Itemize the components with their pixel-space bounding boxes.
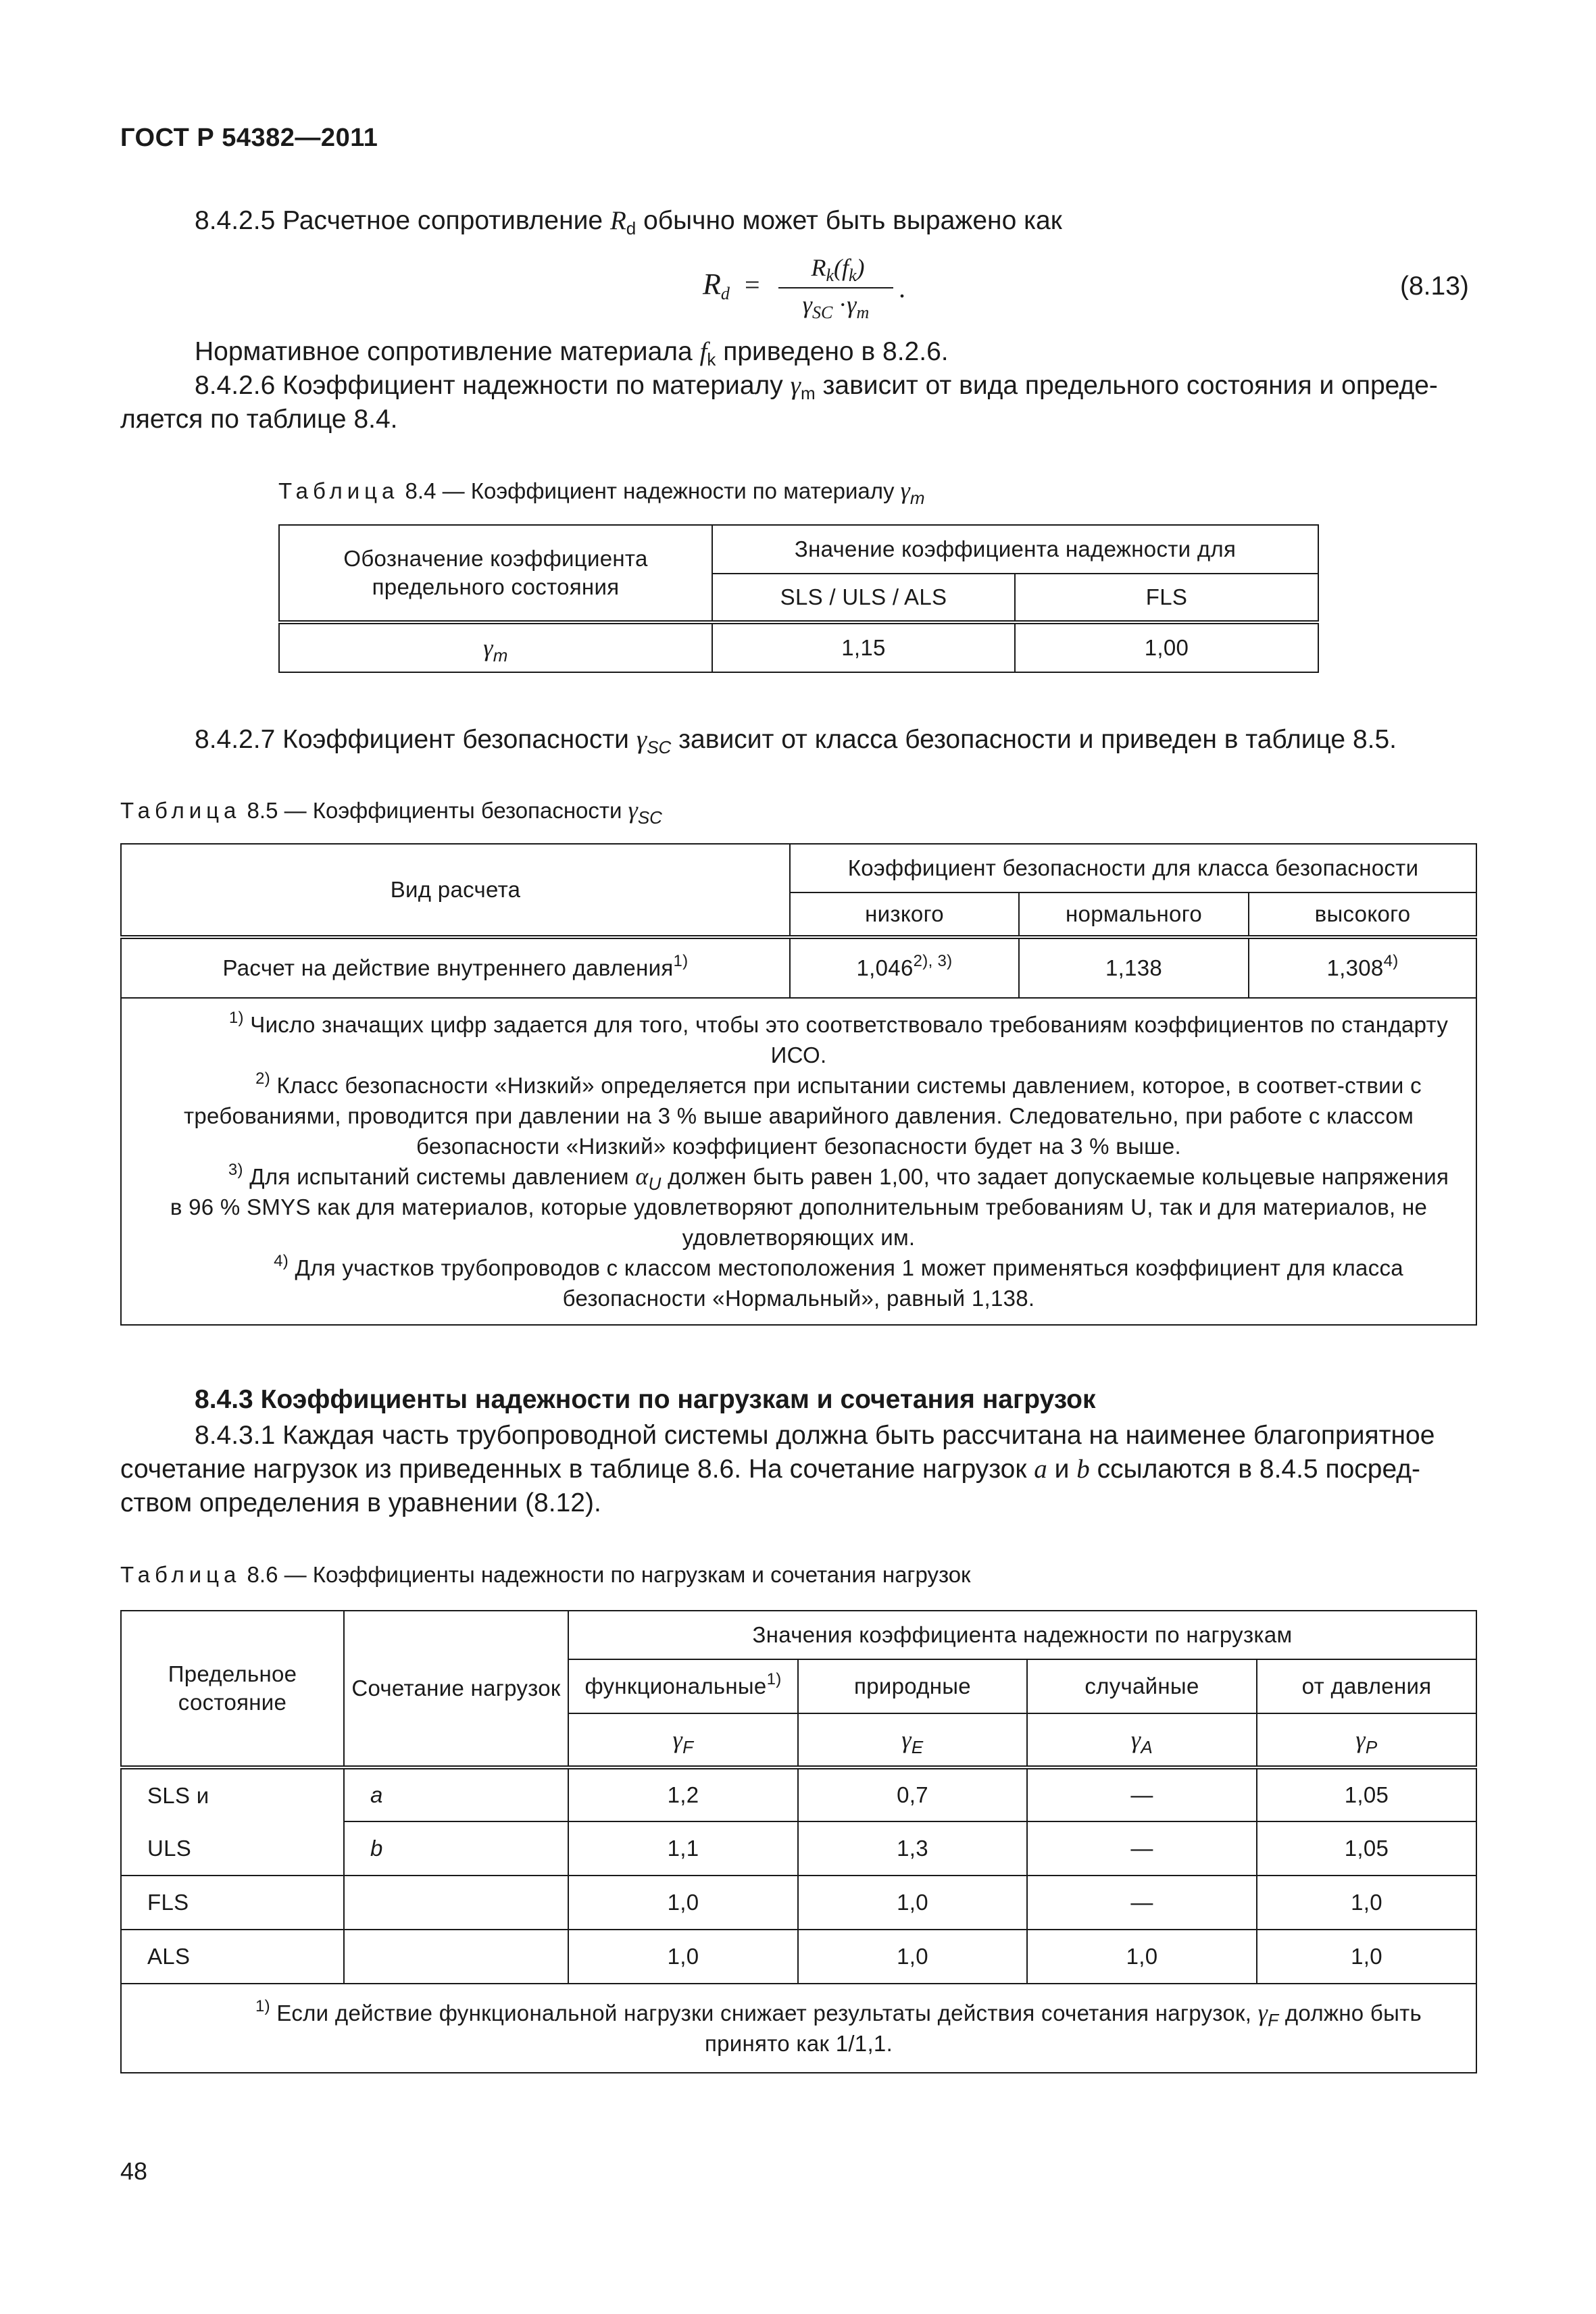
cell-accidental: —	[1027, 1876, 1257, 1930]
cell-combo: a	[344, 1767, 568, 1821]
cell-functional: 1,0	[568, 1876, 798, 1930]
page-number: 48	[120, 2157, 148, 2185]
cell-state: SLS и	[121, 1767, 344, 1821]
table-row	[121, 1821, 1476, 1876]
note-4: $^{4)}$ Для участков трубопроводов с классом местоположения 1 может применяться коэффициент для класса безопасности «Нормальный», равный 1,138.	[274, 1252, 1403, 1311]
header-pressure: от давления	[1257, 1659, 1476, 1713]
symbol: R	[609, 206, 626, 235]
cell-state: FLS	[121, 1876, 344, 1930]
header-low: низкого	[790, 892, 1019, 937]
table-8-6-note	[121, 1984, 1476, 2073]
note-1: $^{1)}$ Число значащих цифр задается для того, чтобы это соответствовало требованиям коэффициентов по стандарту ИСО.	[228, 1009, 1449, 1067]
fraction-line	[778, 287, 893, 288]
cell-combo	[344, 1930, 568, 1984]
formula-denominator: $\gamma_{SC} \cdot\gamma_m$	[802, 291, 870, 322]
cell-combo	[344, 1876, 568, 1930]
paragraph-8-4-3-1-end: ством определения в уравнении (8.12).	[120, 1488, 601, 1517]
header-values: Значения коэффициента надежности по нагрузкам	[568, 1611, 1476, 1659]
note-2: $^{2)}$ Класс безопасности «Низкий» определяется при испытании системы давлением, которое, в соответ-ствии с требованиями, проводится при давлении на 3 % выше аварийного давления. Следовательно, при работе с классом безопасности «Низкий» коэффициент безопасности будет на 3 % выше.	[183, 1070, 1422, 1159]
formula-equals: =	[745, 270, 760, 300]
cell-accidental: 1,0	[1027, 1930, 1257, 1984]
value-high: 1,308$^{4)}$	[1249, 937, 1476, 998]
formula-numerator: $R_k(f_k)$	[811, 254, 865, 285]
cell-functional: 1,0	[568, 1930, 798, 1984]
row-label: Расчет на действие внутреннего давления$^{1)}$	[121, 937, 790, 998]
table-8-5	[120, 843, 1477, 1326]
header-kind: Вид расчета	[121, 844, 790, 937]
cell-accidental: —	[1027, 1767, 1257, 1821]
note-1: $^{1)}$ Если действие функциональной нагрузки снижает результаты действия сочетания нагрузок, $\gamma_F$ должно быть принято как 1/1,1.	[255, 1997, 1422, 2056]
section-8-4-3-title: 8.4.3 Коэффициенты надежности по нагрузкам и сочетания нагрузок	[195, 1385, 1096, 1414]
table-8-6-caption: Таблица 8.6 — Коэффициенты надежности по нагрузкам и сочетания нагрузок	[120, 1562, 971, 1587]
cell-natural: 1,0	[798, 1930, 1027, 1984]
table-row	[121, 1876, 1476, 1930]
table-8-5-caption: Таблица 8.5 — Коэффициенты безопасности $\gamma_{SC}$	[120, 797, 662, 828]
gamma-m-cell: $\gamma_m$	[279, 622, 712, 672]
cell-natural: 1,0	[798, 1876, 1027, 1930]
cell-natural: 1,3	[798, 1821, 1027, 1876]
table-8-6	[120, 1610, 1477, 2073]
cell-natural: 0,7	[798, 1767, 1027, 1821]
formula-lhs: $R_d$	[703, 268, 730, 303]
paragraph-fk: Нормативное сопротивление материала $f_k$ приведено в 8.2.6.	[195, 337, 949, 370]
cell-pressure: 1,05	[1257, 1821, 1476, 1876]
gamma-p: $\gamma_P$	[1257, 1713, 1476, 1767]
paragraph-8-4-3-1: 8.4.3.1 Каждая часть трубопроводной системы должна быть рассчитана на наименее благоприятное	[195, 1421, 1435, 1450]
cell-pressure: 1,0	[1257, 1930, 1476, 1984]
value-normal: 1,138	[1019, 937, 1249, 998]
table-row	[121, 1930, 1476, 1984]
gamma-a: $\gamma_A$	[1027, 1713, 1257, 1767]
paragraph-8-4-2-6: 8.4.2.6 Коэффициент надежности по материалу $\gamma_m$ зависит от вида предельного состояния и опреде-	[195, 371, 1438, 403]
header-fls: FLS	[1015, 574, 1318, 622]
header-functional: функциональные$^{1)}$	[568, 1659, 798, 1713]
subscript: d	[626, 218, 637, 238]
paragraph-8-4-2-6-cont: ляется по таблице 8.4.	[120, 405, 398, 434]
table-8-5-notes	[121, 998, 1476, 1325]
table-8-4	[278, 524, 1319, 673]
note-3: $^{3)}$ Для испытаний системы давлением $\alpha_U$ должен быть равен 1,00, что задает допускаемые кольцевые напряжения в 96 % SMYS как для материалов, которые удовлетворяют дополнительным требованиям U, так и для материалов, не удовлетворяющих им.	[170, 1161, 1449, 1250]
text: обычно может быть выражено как	[636, 206, 1062, 235]
table-row	[121, 1767, 1476, 1821]
cell-accidental: —	[1027, 1821, 1257, 1876]
cell-pressure: 1,0	[1257, 1876, 1476, 1930]
header-load-combination: Сочетание нагрузок	[344, 1611, 568, 1767]
paragraph-8-4-2-5	[195, 204, 1062, 238]
paragraph-8-4-2-7: 8.4.2.7 Коэффициент безопасности $\gamma_{SC}$ зависит от класса безопасности и приведен в таблице 8.5.	[195, 725, 1397, 757]
cell-pressure: 1,05	[1257, 1767, 1476, 1821]
header-limit-state: Предельное состояние	[121, 1611, 344, 1767]
text: 8.4.2.5 Расчетное сопротивление	[195, 206, 610, 235]
value-cell: 1,00	[1015, 622, 1318, 672]
gamma-e: $\gamma_E$	[798, 1713, 1027, 1767]
cell-functional: 1,2	[568, 1767, 798, 1821]
formula-period: .	[899, 273, 905, 303]
value-low: $1,046^{2), 3)}$	[790, 937, 1019, 998]
equation-number: (8.13)	[1400, 272, 1469, 301]
cell-state: ULS	[121, 1821, 344, 1876]
header-coefficient: Коэффициент безопасности для класса безопасности	[790, 844, 1476, 892]
cell-combo: b	[344, 1821, 568, 1876]
gamma-f: $\gamma_F$	[568, 1713, 798, 1767]
paragraph-8-4-3-1-cont: сочетание нагрузок из приведенных в таблице 8.6. На сочетание нагрузок a и b ссылаются в 8.4.5 посред-	[120, 1455, 1421, 1484]
table-8-4-caption: Таблица 8.4 — Коэффициент надежности по материалу $\gamma_m$	[278, 477, 925, 508]
header-high: высокого	[1249, 892, 1476, 937]
document-code: ГОСТ Р 54382—2011	[120, 124, 378, 152]
header-sls-uls-als: SLS / ULS / ALS	[712, 574, 1015, 622]
value-cell: 1,15	[712, 622, 1015, 672]
header-value: Значение коэффициента надежности для	[712, 525, 1318, 574]
header-natural: природные	[798, 1659, 1027, 1713]
cell-functional: 1,1	[568, 1821, 798, 1876]
header-designation: Обозначение коэффициента предельного состояния	[279, 525, 712, 622]
cell-state: ALS	[121, 1930, 344, 1984]
header-accidental: случайные	[1027, 1659, 1257, 1713]
header-normal: нормального	[1019, 892, 1249, 937]
